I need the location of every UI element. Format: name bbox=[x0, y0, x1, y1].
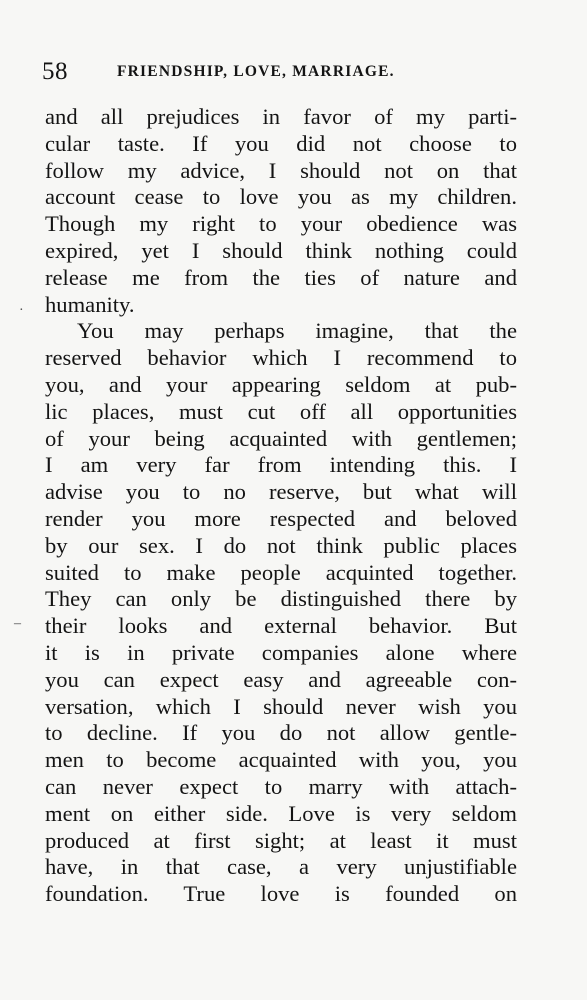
text-line: account cease to love you as my children. bbox=[45, 184, 517, 210]
text-line: you, and your appearing seldom at pub- bbox=[45, 371, 517, 397]
text-line: advise you to no reserve, but what will bbox=[45, 479, 517, 505]
body-text bbox=[45, 104, 517, 908]
text-line: You may perhaps imagine, that the bbox=[77, 318, 517, 344]
text-line: produced at first sight; at least it must bbox=[45, 827, 517, 853]
text-line: lic places, must cut off all opportunities bbox=[45, 398, 517, 424]
text-line: versation, which I should never wish you bbox=[45, 693, 517, 719]
text-line: you can expect easy and agreeable con- bbox=[45, 666, 517, 692]
text-line: by our sex. I do not think public places bbox=[45, 532, 517, 558]
margin-dash: – bbox=[14, 616, 21, 631]
running-title: FRIENDSHIP, LOVE, MARRIAGE. bbox=[117, 63, 395, 80]
text-line: can never expect to marry with attach- bbox=[45, 773, 517, 799]
text-line: expired, yet I should think nothing could bbox=[45, 237, 517, 263]
text-line: humanity. bbox=[45, 291, 135, 317]
page-header bbox=[42, 58, 522, 90]
text-line: I am very far from intending this. I bbox=[45, 452, 517, 478]
text-line: foundation. True love is founded on bbox=[45, 881, 517, 907]
text-line: release me from the ties of nature and bbox=[45, 264, 517, 290]
text-line: cular taste. If you did not choose to bbox=[45, 130, 517, 156]
text-line: men to become acquainted with you, you bbox=[45, 747, 517, 773]
text-line: Though my right to your obedience was bbox=[45, 211, 517, 237]
text-line: have, in that case, a very unjustifiable bbox=[45, 854, 517, 880]
text-line: render you more respected and beloved bbox=[45, 505, 517, 531]
text-line: reserved behavior which I recommend to bbox=[45, 345, 517, 371]
text-line: and all prejudices in favor of my parti- bbox=[45, 104, 517, 129]
text-line: of your being acquainted with gentlemen; bbox=[45, 425, 517, 451]
margin-dot: · bbox=[19, 303, 24, 318]
text-line: their looks and external behavior. But bbox=[45, 613, 517, 639]
text-line: ment on either side. Love is very seldom bbox=[45, 800, 517, 826]
text-line: suited to make people acquinted together. bbox=[45, 559, 517, 585]
page-number: 58 bbox=[42, 58, 68, 85]
text-line: it is in private companies alone where bbox=[45, 639, 517, 665]
text-line: to decline. If you do not allow gentle- bbox=[45, 720, 517, 746]
text-line: They can only be distinguished there by bbox=[45, 586, 517, 612]
text-line: follow my advice, I should not on that bbox=[45, 157, 517, 183]
